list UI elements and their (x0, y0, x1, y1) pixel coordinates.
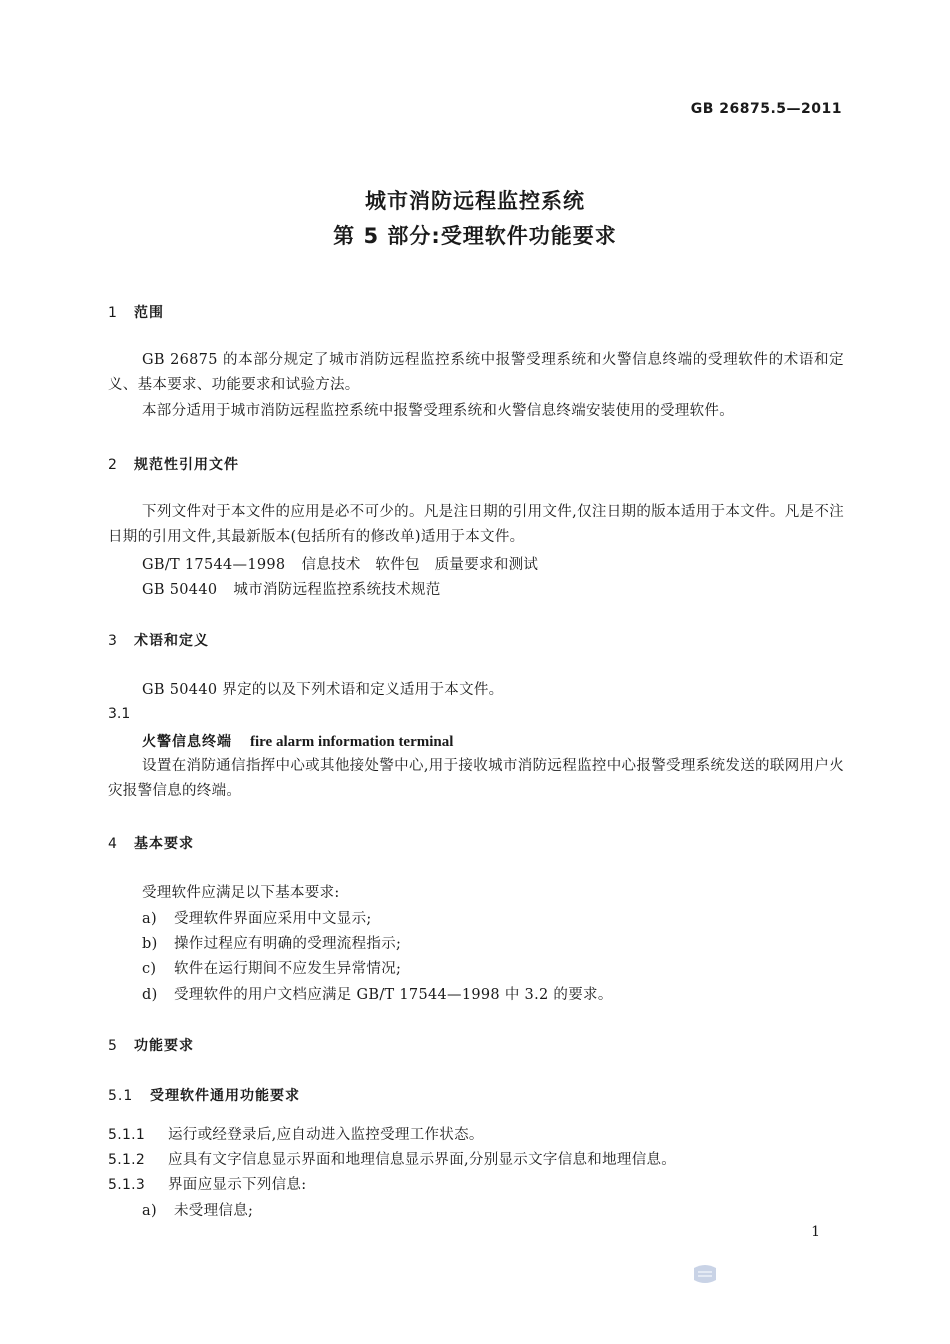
subsection-number: 5.1 (108, 1088, 134, 1104)
publisher-watermark-logo (690, 1264, 720, 1286)
reference-title: 信息技术 软件包 质量要求和测试 (301, 557, 539, 573)
term-chinese: 火警信息终端 (142, 734, 232, 750)
clause-text: 应具有文字信息显示界面和地理信息显示界面,分别显示文字信息和地理信息。 (168, 1152, 677, 1168)
term-definition: 设置在消防通信指挥中心或其他接处警中心,用于接收城市消防远程监控中心报警受理系统发送的联网用户火灾报警信息的终端。 (108, 758, 844, 799)
reference-2 (142, 578, 441, 599)
standard-code: GB 26875.5—2011 (690, 101, 842, 117)
list-item: a) 受理软件界面应采用中文显示; (142, 911, 372, 927)
list-item: c) 软件在运行期间不应发生异常情况; (142, 961, 402, 977)
section-2-paragraph-1: 下列文件对于本文件的应用是必不可少的。凡是注日期的引用文件,仅注日期的版本适用于本文件。凡是不注日期的引用文件,其最新版本(包括所有的修改单)适用于本文件。 (108, 504, 844, 545)
clause-5-1-2 (108, 1148, 676, 1169)
document-title-line1: 城市消防远程监控系统 (365, 189, 585, 213)
section-5-heading (108, 1035, 194, 1055)
term-heading (142, 731, 453, 751)
section-title: 规范性引用文件 (134, 457, 239, 473)
subsection-title: 受理软件通用功能要求 (150, 1088, 300, 1104)
section-2-heading (108, 454, 239, 474)
clause-text: 运行或经登录后,应自动进入监控受理工作状态。 (168, 1127, 484, 1143)
reference-code: GB 50440 (142, 582, 218, 598)
section-number: 3 (108, 633, 118, 649)
subsection-5-1-heading (108, 1085, 300, 1105)
section-title: 基本要求 (134, 836, 194, 852)
list-item: d) 受理软件的用户文档应满足 GB/T 17544—1998 中 3.2 的要求。 (142, 987, 613, 1003)
list-item: a) 未受理信息; (142, 1203, 254, 1219)
section-number: 5 (108, 1038, 118, 1054)
section-number: 2 (108, 457, 118, 473)
section-1-paragraph-1: GB 26875 的本部分规定了城市消防远程监控系统中报警受理系统和火警信息终端的受理软件的术语和定义、基本要求、功能要求和试验方法。 (108, 352, 844, 393)
reference-title: 城市消防远程监控系统技术规范 (233, 582, 441, 598)
section-4-heading (108, 833, 194, 853)
section-title: 范围 (134, 305, 164, 321)
clause-number: 5.1.1 (108, 1127, 146, 1143)
clause-5-1-1 (108, 1123, 484, 1144)
section-4-intro: 受理软件应满足以下基本要求: (142, 885, 340, 901)
section-number: 1 (108, 305, 118, 321)
section-title: 功能要求 (134, 1038, 194, 1054)
list-item: b) 操作过程应有明确的受理流程指示; (142, 936, 402, 952)
page-number: 1 (811, 1224, 820, 1240)
clause-5-1-3 (108, 1173, 306, 1194)
reference-code: GB/T 17544—1998 (142, 557, 286, 573)
clause-number: 5.1.2 (108, 1152, 146, 1168)
section-3-paragraph-1: GB 50440 界定的以及下列术语和定义适用于本文件。 (142, 682, 504, 698)
term-english: fire alarm information terminal (250, 734, 454, 750)
term-number: 3.1 (108, 706, 131, 722)
clause-number: 5.1.3 (108, 1177, 146, 1193)
section-number: 4 (108, 836, 118, 852)
reference-1 (142, 553, 538, 574)
section-title: 术语和定义 (134, 633, 209, 649)
clause-text: 界面应显示下列信息: (168, 1177, 307, 1193)
section-1-heading (108, 302, 164, 322)
section-1-paragraph-2: 本部分适用于城市消防远程监控系统中报警受理系统和火警信息终端安装使用的受理软件。 (142, 403, 734, 419)
section-3-heading (108, 630, 209, 650)
document-title-line2: 第 5 部分:受理软件功能要求 (333, 224, 617, 248)
